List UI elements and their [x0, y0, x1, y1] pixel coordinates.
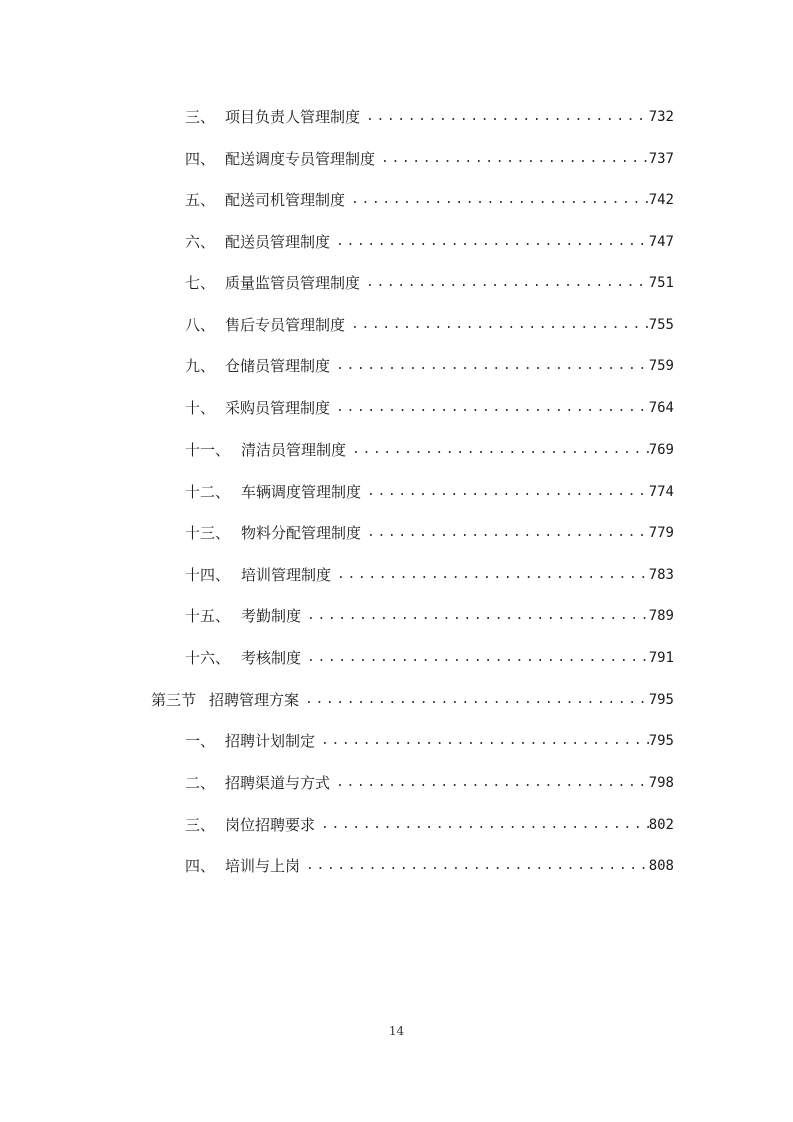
toc-entry-page: 747: [648, 234, 674, 250]
toc-entry-number: 五、: [185, 191, 216, 209]
toc-entry[interactable]: [185, 308, 674, 342]
toc-leader-dots: [362, 266, 649, 300]
toc-leader-dots: [362, 100, 649, 134]
toc-leader-dots: [302, 849, 649, 883]
toc-entry-page: 779: [648, 525, 674, 541]
toc-entry-number: 九、: [185, 357, 216, 375]
toc-entry[interactable]: [185, 349, 674, 383]
toc-entry-number: 十一、: [185, 441, 231, 459]
toc-entry-title: 配送员管理制度: [225, 233, 331, 251]
toc-entry-title: 考核制度: [241, 649, 302, 667]
toc-entry-number: 八、: [185, 316, 216, 334]
toc-entry[interactable]: [185, 266, 674, 300]
toc-entry[interactable]: [185, 849, 674, 883]
toc-entry-page: 798: [648, 775, 674, 791]
toc-entry-page: 764: [648, 400, 674, 416]
toc-entry-page: 751: [648, 275, 674, 291]
toc-entry-number: 十六、: [185, 649, 231, 667]
toc-entry[interactable]: [185, 475, 674, 509]
toc-entry-number: 十、: [185, 399, 216, 417]
toc-leader-dots: [332, 349, 649, 383]
toc-entry-page: 791: [648, 650, 674, 666]
toc-entry-page: 789: [648, 608, 674, 624]
toc-entry-page: 759: [648, 358, 674, 374]
toc-entry[interactable]: [185, 599, 674, 633]
toc-entry-number: 四、: [185, 150, 216, 168]
toc-entry-title: 招聘渠道与方式: [225, 774, 331, 792]
toc-entry-title: 招聘计划制定: [225, 732, 316, 750]
toc-entry-number: 十二、: [185, 483, 231, 501]
toc-entry-number: 四、: [185, 857, 216, 875]
page-number: 14: [388, 1024, 405, 1038]
toc-entry-title: 考勤制度: [241, 607, 302, 625]
toc-entry-title: 配送司机管理制度: [225, 191, 346, 209]
toc-entry-number: 一、: [185, 732, 216, 750]
toc-leader-dots: [317, 724, 649, 758]
toc-leader-dots: [332, 225, 649, 259]
toc-leader-dots: [363, 516, 649, 550]
toc-entry[interactable]: [185, 808, 674, 842]
toc-entry-number: 七、: [185, 274, 216, 292]
toc-leader-dots: [348, 433, 649, 467]
toc-leader-dots: [317, 808, 649, 842]
toc-leader-dots: [301, 683, 649, 717]
toc-entry-title: 物料分配管理制度: [241, 524, 362, 542]
toc-entry-number: 十四、: [185, 566, 231, 584]
toc-entry-title: 招聘管理方案: [209, 691, 300, 709]
toc-entry[interactable]: [185, 558, 674, 592]
toc-entry-number: 三、: [185, 108, 216, 126]
toc-entry-page: 802: [648, 817, 674, 833]
toc-section-entry[interactable]: [151, 683, 674, 717]
toc-entry-title: 培训与上岗: [225, 857, 301, 875]
toc-entry-title: 项目负责人管理制度: [225, 108, 361, 126]
toc-entry-page: 808: [648, 858, 674, 874]
toc-entry-page: 795: [648, 692, 674, 708]
toc-entry-title: 仓储员管理制度: [225, 357, 331, 375]
toc-entry-page: 732: [648, 109, 674, 125]
toc-leader-dots: [347, 183, 649, 217]
toc-entry-number: 十五、: [185, 607, 231, 625]
toc-entry-page: 755: [648, 317, 674, 333]
toc-entry[interactable]: [185, 433, 674, 467]
toc-entry-title: 配送调度专员管理制度: [225, 150, 376, 168]
toc-entry-title: 售后专员管理制度: [225, 316, 346, 334]
toc-entry-title: 岗位招聘要求: [225, 816, 316, 834]
toc-entry[interactable]: [185, 641, 674, 675]
toc-leader-dots: [303, 599, 649, 633]
toc-entry-title: 培训管理制度: [241, 566, 332, 584]
toc-entry-number: 十三、: [185, 524, 231, 542]
toc-entry-number: 六、: [185, 233, 216, 251]
toc-entry[interactable]: [185, 724, 674, 758]
toc-entry-page: 742: [648, 192, 674, 208]
toc-entry[interactable]: [185, 142, 674, 176]
toc-leader-dots: [303, 641, 649, 675]
toc-entry-number: 第三节: [151, 691, 197, 709]
toc-leader-dots: [332, 391, 649, 425]
toc-entry-title: 质量监管员管理制度: [225, 274, 361, 292]
toc-entry[interactable]: [185, 100, 674, 134]
toc-entry-title: 车辆调度管理制度: [241, 483, 362, 501]
toc-entry-page: 783: [648, 567, 674, 583]
toc-leader-dots: [363, 475, 649, 509]
toc-entry[interactable]: [185, 391, 674, 425]
toc-entry-title: 采购员管理制度: [225, 399, 331, 417]
toc-entry[interactable]: [185, 516, 674, 550]
toc-entry[interactable]: [185, 225, 674, 259]
toc-entry[interactable]: [185, 183, 674, 217]
toc-entry-page: 795: [648, 733, 674, 749]
toc-leader-dots: [347, 308, 649, 342]
toc-entry-page: 737: [648, 151, 674, 167]
toc-entry-title: 清洁员管理制度: [241, 441, 347, 459]
toc-entry-page: 774: [648, 484, 674, 500]
toc-entry-number: 三、: [185, 816, 216, 834]
toc-entry[interactable]: [185, 766, 674, 800]
toc-leader-dots: [332, 766, 649, 800]
toc-leader-dots: [377, 142, 649, 176]
toc-leader-dots: [333, 558, 649, 592]
toc-entry-number: 二、: [185, 774, 216, 792]
toc-entry-page: 769: [648, 442, 674, 458]
